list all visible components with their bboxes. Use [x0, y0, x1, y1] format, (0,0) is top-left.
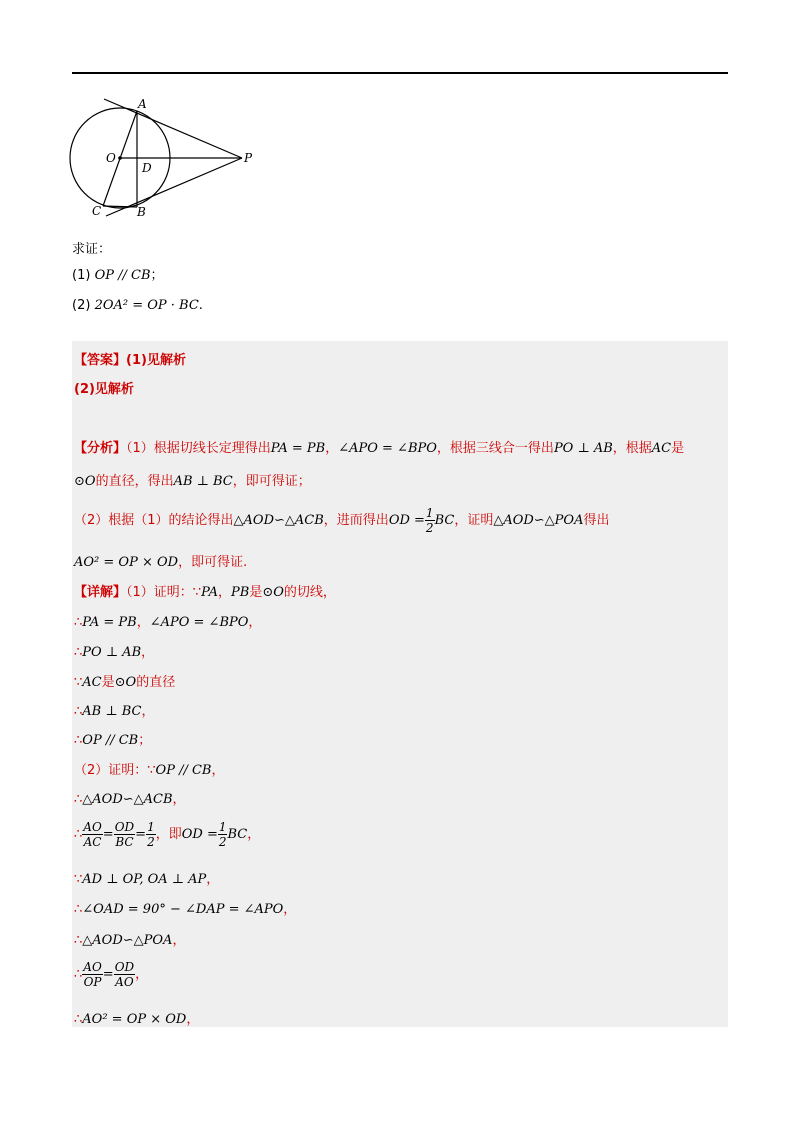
d14-math: AO² = OP × OD	[82, 1012, 187, 1027]
detail-line-14	[74, 1008, 199, 1027]
a2-math-1: ⊙O	[74, 474, 96, 489]
d1-prefix: （1）证明：∵	[126, 585, 202, 600]
d9-f2-num: OD	[114, 820, 135, 834]
d13-fraction-2	[114, 960, 135, 989]
d7-end: ，	[211, 763, 225, 778]
d14-pre: ∴	[74, 1012, 83, 1027]
detail-line-11	[74, 898, 296, 917]
detail-line-1	[74, 581, 336, 600]
tangent-pa	[104, 99, 242, 158]
detail-line-9	[74, 820, 260, 849]
a3-end: 得出	[583, 513, 610, 528]
d2-end: ，	[248, 615, 262, 630]
a3-math-2: OD =	[388, 513, 425, 528]
label-d: D	[142, 161, 152, 175]
analysis-line-2	[74, 470, 311, 489]
d9-math: OD =	[181, 827, 218, 842]
analysis-line-4	[74, 551, 247, 570]
d9-f2-den: BC	[115, 835, 134, 849]
detail-line-3	[74, 641, 154, 660]
a3-prefix: （2）根据（1）的结论得出	[74, 513, 234, 528]
d9-end: ，	[247, 827, 261, 842]
d13-pre: ∴	[74, 967, 83, 982]
detail-line-12	[74, 929, 185, 948]
a1-mid: ，根据三线合一得出	[436, 441, 554, 456]
tangent-pb	[106, 158, 242, 216]
part1-number: (1)	[72, 268, 91, 283]
answer-line-2: (2)见解析	[74, 382, 134, 397]
d5-pre: ∴	[74, 704, 83, 719]
d1-math-2: PB	[231, 585, 250, 600]
d13-f1-num: AO	[83, 960, 102, 974]
d4-pre: ∵	[74, 675, 83, 690]
d10-math: AD ⊥ OP, OA ⊥ AP	[82, 872, 207, 887]
detail-line-4	[74, 671, 175, 690]
d9-f4-num: 1	[218, 820, 227, 834]
d13-f1-den: OP	[83, 975, 102, 989]
a1-end: 是	[671, 441, 685, 456]
d4-mid: 是	[101, 675, 115, 690]
a3-math-3: BC	[434, 513, 455, 528]
answer-line-1	[74, 349, 186, 368]
d12-pre: ∴	[74, 933, 83, 948]
d5-end: ，	[141, 704, 155, 719]
d13-eq: =	[102, 967, 114, 982]
d11-end: ，	[283, 902, 297, 917]
label-p: P	[244, 151, 253, 165]
detail-line-2	[74, 611, 261, 630]
a1-sep: ，	[325, 441, 339, 456]
label-c: C	[92, 204, 102, 218]
label-b: B	[137, 205, 146, 219]
d9-f4-den: 2	[218, 835, 227, 849]
d2-math-1: PA = PB	[82, 615, 137, 630]
a1-math-1: PA = PB	[270, 441, 326, 456]
d9-f3-num: 1	[147, 820, 155, 834]
part2-end: .	[198, 298, 203, 313]
a4-math-1: AO² = OP × OD	[74, 555, 179, 570]
geometry-figure	[66, 94, 266, 222]
d4-math-1: AC	[82, 675, 102, 690]
a1-prefix: （1）根据切线长定理得出	[126, 441, 271, 456]
analysis-tag: 【分析】	[74, 441, 127, 456]
d9-pre: ∴	[74, 827, 83, 842]
d3-math: PO ⊥ AB	[82, 645, 142, 660]
d9-f1-num: AO	[83, 820, 102, 834]
a1-math-4: AC	[651, 441, 672, 456]
answer-tag: 【答案】	[74, 353, 127, 368]
d12-end: ，	[172, 933, 186, 948]
a2-math-2: AB ⊥ BC	[173, 474, 233, 489]
question-part-2	[72, 298, 203, 313]
detail-line-5	[74, 700, 154, 719]
part2-number: (2)	[72, 298, 91, 313]
d5-math: AB ⊥ BC	[82, 704, 142, 719]
d2-pre: ∴	[74, 615, 83, 630]
d8-math: △AOD∽△ACB	[82, 792, 173, 807]
a3-frac-num: 1	[425, 506, 434, 520]
a4-end: ，即可得证.	[178, 555, 248, 570]
detail-line-6	[74, 729, 151, 748]
d9-fraction-1	[82, 820, 103, 849]
d13-f2-num: OD	[114, 960, 135, 974]
d1-math-3: ⊙O	[262, 585, 284, 600]
a3-fraction	[425, 506, 435, 535]
a3-math-1: △AOD∽△ACB	[233, 513, 324, 528]
a1-mid2: ，根据	[612, 441, 652, 456]
a2-end: ，即可得证；	[232, 474, 311, 489]
d3-pre: ∴	[74, 645, 83, 660]
analysis-line-1	[74, 437, 684, 456]
a3-mid2: ，证明	[454, 513, 494, 528]
d12-math: △AOD∽△POA	[82, 933, 173, 948]
a3-math-4: △AOD∽△POA	[493, 513, 584, 528]
d13-end: ，	[135, 967, 149, 982]
d2-sep: ，	[136, 615, 150, 630]
question-part-1	[72, 264, 164, 283]
d9-f1-den: AC	[83, 835, 102, 849]
detail-tag: 【详解】	[74, 585, 127, 600]
d4-end: 的直径	[136, 675, 176, 690]
detail-line-10	[74, 868, 219, 887]
part1-expression: OP // CB	[94, 268, 151, 283]
d1-mid: 是	[249, 585, 263, 600]
d6-math: OP // CB	[82, 733, 139, 748]
label-a: A	[138, 97, 147, 111]
d9-eq-1: =	[102, 827, 114, 842]
d14-end: ，	[186, 1012, 200, 1027]
d9-fraction-2	[114, 820, 135, 849]
d2-math-2: ∠APO = ∠BPO	[149, 615, 249, 630]
d10-end: ，	[206, 872, 220, 887]
analysis-line-3	[74, 506, 610, 535]
d9-math-2: BC	[227, 827, 248, 842]
d1-end: 的切线，	[283, 585, 336, 600]
d8-end: ，	[172, 792, 186, 807]
detail-line-7	[74, 759, 225, 778]
d13-fraction-1	[82, 960, 103, 989]
answer-text-1: (1)见解析	[126, 353, 186, 368]
d7-prefix: （2）证明：∵	[74, 763, 156, 778]
part1-end: ；	[150, 268, 164, 283]
d9-eq-2: =	[135, 827, 147, 842]
point-o	[118, 156, 122, 160]
a3-frac-den: 2	[425, 521, 434, 535]
d6-end: ；	[138, 733, 152, 748]
part2-expression: 2OA² = OP · BC	[94, 298, 199, 313]
d4-math-2: ⊙O	[114, 675, 137, 690]
d11-pre: ∴	[74, 902, 83, 917]
d9-f3-den: 2	[147, 835, 155, 849]
d13-f2-den: AO	[115, 975, 134, 989]
d6-pre: ∴	[74, 733, 83, 748]
d9-mid: ，即	[155, 827, 182, 842]
question-heading: 求证：	[72, 242, 112, 257]
d10-pre: ∵	[74, 872, 83, 887]
detail-line-8	[74, 788, 186, 807]
d3-end: ，	[141, 645, 155, 660]
d7-math: OP // CB	[155, 763, 212, 778]
a1-math-3: PO ⊥ AB	[553, 441, 613, 456]
detail-line-13	[74, 960, 148, 989]
a2-mid: 的直径，得出	[95, 474, 174, 489]
d1-sep: ，	[218, 585, 232, 600]
header-rule	[72, 72, 728, 74]
d1-math-1: PA	[201, 585, 219, 600]
a3-mid: ，进而得出	[323, 513, 389, 528]
label-o: O	[106, 151, 116, 165]
a1-math-2: ∠APO = ∠BPO	[338, 441, 437, 456]
d11-math: ∠OAD = 90° − ∠DAP = ∠APO	[82, 902, 284, 917]
d8-pre: ∴	[74, 792, 83, 807]
d9-fraction-3	[146, 820, 156, 849]
